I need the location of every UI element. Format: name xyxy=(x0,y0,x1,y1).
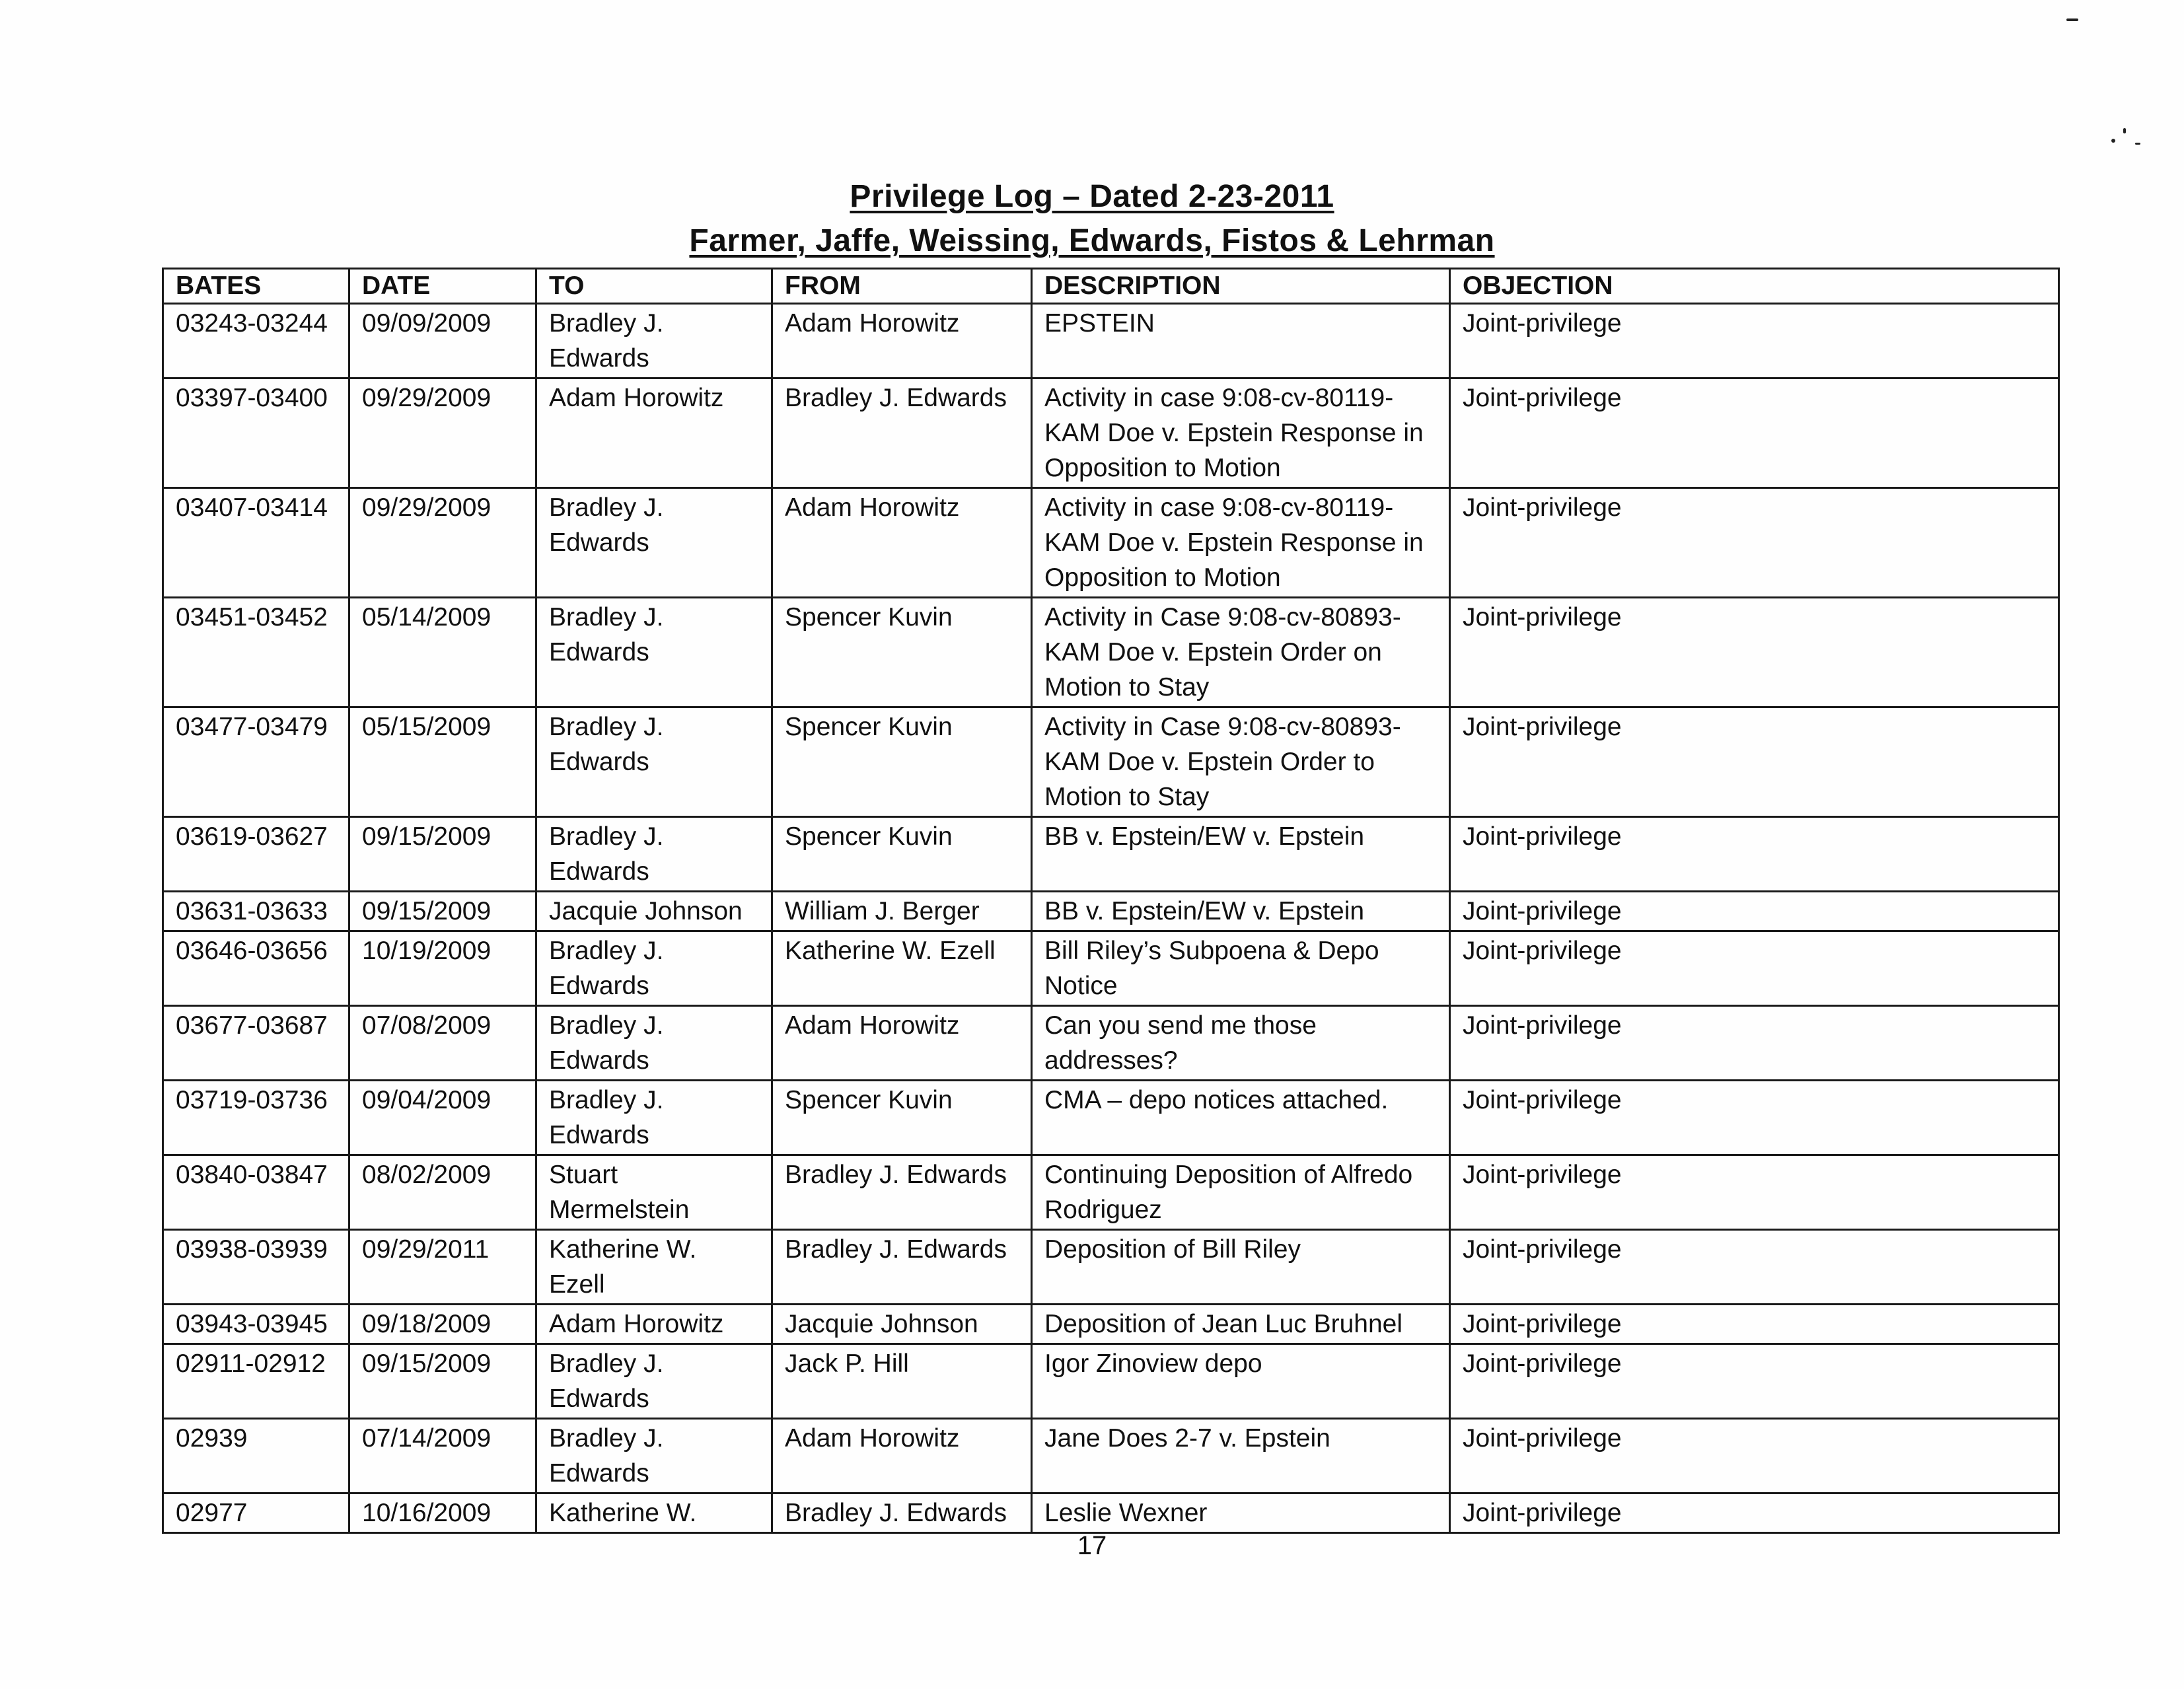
scan-speck xyxy=(2066,18,2078,21)
table-row xyxy=(163,892,2059,931)
cell-date: 05/15/2009 xyxy=(349,707,536,817)
cell-from: Jacquie Johnson xyxy=(772,1305,1032,1344)
cell-bates: 03646-03656 xyxy=(163,931,349,1006)
cell-bates: 03619-03627 xyxy=(163,817,349,892)
cell-objection: Joint-privilege xyxy=(1450,1305,2059,1344)
table-row xyxy=(163,304,2059,378)
cell-from: William J. Berger xyxy=(772,892,1032,931)
cell-objection: Joint-privilege xyxy=(1450,1155,2059,1230)
cell-description: Continuing Deposition of Alfredo Rodriguez xyxy=(1032,1155,1450,1230)
cell-objection: Joint-privilege xyxy=(1450,598,2059,707)
cell-from: Bradley J. Edwards xyxy=(772,378,1032,488)
cell-date: 07/14/2009 xyxy=(349,1419,536,1493)
table-row xyxy=(163,931,2059,1006)
cell-from: Adam Horowitz xyxy=(772,304,1032,378)
cell-bates: 03719-03736 xyxy=(163,1081,349,1155)
cell-to: Bradley J. Edwards xyxy=(536,931,772,1006)
cell-from: Spencer Kuvin xyxy=(772,598,1032,707)
cell-from: Bradley J. Edwards xyxy=(772,1493,1032,1533)
cell-objection: Joint-privilege xyxy=(1450,817,2059,892)
cell-date: 09/15/2009 xyxy=(349,817,536,892)
column-header-description: DESCRIPTION xyxy=(1032,269,1450,304)
cell-objection: Joint-privilege xyxy=(1450,892,2059,931)
cell-to: Bradley J. Edwards xyxy=(536,1081,772,1155)
cell-objection: Joint-privilege xyxy=(1450,931,2059,1006)
cell-description: CMA – depo notices attached. xyxy=(1032,1081,1450,1155)
table-header xyxy=(163,269,2059,304)
column-header-date: DATE xyxy=(349,269,536,304)
cell-description: Bill Riley’s Subpoena & Depo Notice xyxy=(1032,931,1450,1006)
cell-to: Stuart Mermelstein xyxy=(536,1155,772,1230)
cell-objection: Joint-privilege xyxy=(1450,1081,2059,1155)
column-header-to: TO xyxy=(536,269,772,304)
cell-from: Bradley J. Edwards xyxy=(772,1155,1032,1230)
cell-description: Igor Zinoview depo xyxy=(1032,1344,1450,1419)
cell-date: 10/19/2009 xyxy=(349,931,536,1006)
cell-objection: Joint-privilege xyxy=(1450,1006,2059,1081)
cell-date: 07/08/2009 xyxy=(349,1006,536,1081)
title-line-2: Farmer, Jaffe, Weissing, Edwards, Fistos & Lehrman xyxy=(689,223,1495,258)
cell-to: Bradley J. Edwards xyxy=(536,488,772,598)
column-header-bates: BATES xyxy=(163,269,349,304)
table-row xyxy=(163,707,2059,817)
cell-from: Spencer Kuvin xyxy=(772,817,1032,892)
cell-date: 09/15/2009 xyxy=(349,892,536,931)
cell-from: Katherine W. Ezell xyxy=(772,931,1032,1006)
cell-date: 08/02/2009 xyxy=(349,1155,536,1230)
table-row xyxy=(163,1006,2059,1081)
cell-objection: Joint-privilege xyxy=(1450,1493,2059,1533)
cell-to: Bradley J. Edwards xyxy=(536,1344,772,1419)
table-row xyxy=(163,488,2059,598)
cell-date: 09/29/2009 xyxy=(349,488,536,598)
cell-from: Adam Horowitz xyxy=(772,488,1032,598)
cell-bates: 02939 xyxy=(163,1419,349,1493)
document-subtitle xyxy=(0,221,2184,261)
cell-to: Bradley J. Edwards xyxy=(536,1006,772,1081)
cell-description: Activity in Case 9:08-cv-80893-KAM Doe v. Epstein Order on Motion to Stay xyxy=(1032,598,1450,707)
table-row xyxy=(163,1493,2059,1533)
cell-description: Activity in case 9:08-cv-80119-KAM Doe v. Epstein Response in Opposition to Motion xyxy=(1032,378,1450,488)
cell-description: Activity in case 9:08-cv-80119-KAM Doe v. Epstein Response in Opposition to Motion xyxy=(1032,488,1450,598)
table-row xyxy=(163,378,2059,488)
scan-speck xyxy=(2123,128,2126,133)
cell-to: Bradley J. Edwards xyxy=(536,304,772,378)
cell-bates: 03477-03479 xyxy=(163,707,349,817)
cell-date: 09/29/2009 xyxy=(349,378,536,488)
table-row xyxy=(163,598,2059,707)
cell-to: Adam Horowitz xyxy=(536,1305,772,1344)
cell-bates: 03631-03633 xyxy=(163,892,349,931)
cell-description: BB v. Epstein/EW v. Epstein xyxy=(1032,817,1450,892)
cell-to: Bradley J. Edwards xyxy=(536,707,772,817)
title-line-1: Privilege Log – Dated 2-23-2011 xyxy=(850,179,1334,214)
cell-bates: 03938-03939 xyxy=(163,1230,349,1305)
cell-objection: Joint-privilege xyxy=(1450,488,2059,598)
table-row xyxy=(163,1344,2059,1419)
cell-to: Bradley J. Edwards xyxy=(536,1419,772,1493)
cell-description: Can you send me those addresses? xyxy=(1032,1006,1450,1081)
cell-objection: Joint-privilege xyxy=(1450,1230,2059,1305)
cell-date: 09/29/2011 xyxy=(349,1230,536,1305)
table-row xyxy=(163,1305,2059,1344)
scan-speck xyxy=(2111,139,2115,143)
table-row xyxy=(163,1155,2059,1230)
cell-to: Bradley J. Edwards xyxy=(536,598,772,707)
table-body xyxy=(163,304,2059,1533)
cell-date: 09/04/2009 xyxy=(349,1081,536,1155)
cell-objection: Joint-privilege xyxy=(1450,1344,2059,1419)
cell-date: 09/18/2009 xyxy=(349,1305,536,1344)
cell-from: Jack P. Hill xyxy=(772,1344,1032,1419)
cell-to: Bradley J. Edwards xyxy=(536,817,772,892)
column-header-from: FROM xyxy=(772,269,1032,304)
cell-to: Katherine W. xyxy=(536,1493,772,1533)
table-row xyxy=(163,1230,2059,1305)
cell-to: Adam Horowitz xyxy=(536,378,772,488)
cell-bates: 03397-03400 xyxy=(163,378,349,488)
cell-date: 05/14/2009 xyxy=(349,598,536,707)
page-number: 17 xyxy=(1077,1531,1107,1560)
cell-description: Activity in Case 9:08-cv-80893-KAM Doe v. Epstein Order to Motion to Stay xyxy=(1032,707,1450,817)
cell-from: Spencer Kuvin xyxy=(772,1081,1032,1155)
cell-bates: 03943-03945 xyxy=(163,1305,349,1344)
privilege-log-table xyxy=(162,268,2060,1534)
cell-bates: 03451-03452 xyxy=(163,598,349,707)
cell-date: 09/15/2009 xyxy=(349,1344,536,1419)
cell-description: Jane Does 2-7 v. Epstein xyxy=(1032,1419,1450,1493)
cell-description: EPSTEIN xyxy=(1032,304,1450,378)
table-row xyxy=(163,1419,2059,1493)
cell-description: Deposition of Jean Luc Bruhnel xyxy=(1032,1305,1450,1344)
cell-date: 10/16/2009 xyxy=(349,1493,536,1533)
cell-bates: 03243-03244 xyxy=(163,304,349,378)
cell-objection: Joint-privilege xyxy=(1450,304,2059,378)
cell-bates: 02911-02912 xyxy=(163,1344,349,1419)
cell-bates: 03677-03687 xyxy=(163,1006,349,1081)
header-row xyxy=(163,269,2059,304)
cell-bates: 03407-03414 xyxy=(163,488,349,598)
scan-speck xyxy=(2135,143,2140,145)
document-title xyxy=(0,177,2184,217)
table-row xyxy=(163,1081,2059,1155)
table-row xyxy=(163,817,2059,892)
cell-objection: Joint-privilege xyxy=(1450,707,2059,817)
cell-from: Adam Horowitz xyxy=(772,1006,1032,1081)
cell-objection: Joint-privilege xyxy=(1450,1419,2059,1493)
cell-from: Spencer Kuvin xyxy=(772,707,1032,817)
cell-description: BB v. Epstein/EW v. Epstein xyxy=(1032,892,1450,931)
cell-to: Katherine W. Ezell xyxy=(536,1230,772,1305)
cell-objection: Joint-privilege xyxy=(1450,378,2059,488)
cell-date: 09/09/2009 xyxy=(349,304,536,378)
cell-description: Deposition of Bill Riley xyxy=(1032,1230,1450,1305)
column-header-objection: OBJECTION xyxy=(1450,269,2059,304)
cell-from: Adam Horowitz xyxy=(772,1419,1032,1493)
cell-from: Bradley J. Edwards xyxy=(772,1230,1032,1305)
cell-to: Jacquie Johnson xyxy=(536,892,772,931)
cell-bates: 02977 xyxy=(163,1493,349,1533)
cell-bates: 03840-03847 xyxy=(163,1155,349,1230)
cell-description: Leslie Wexner xyxy=(1032,1493,1450,1533)
